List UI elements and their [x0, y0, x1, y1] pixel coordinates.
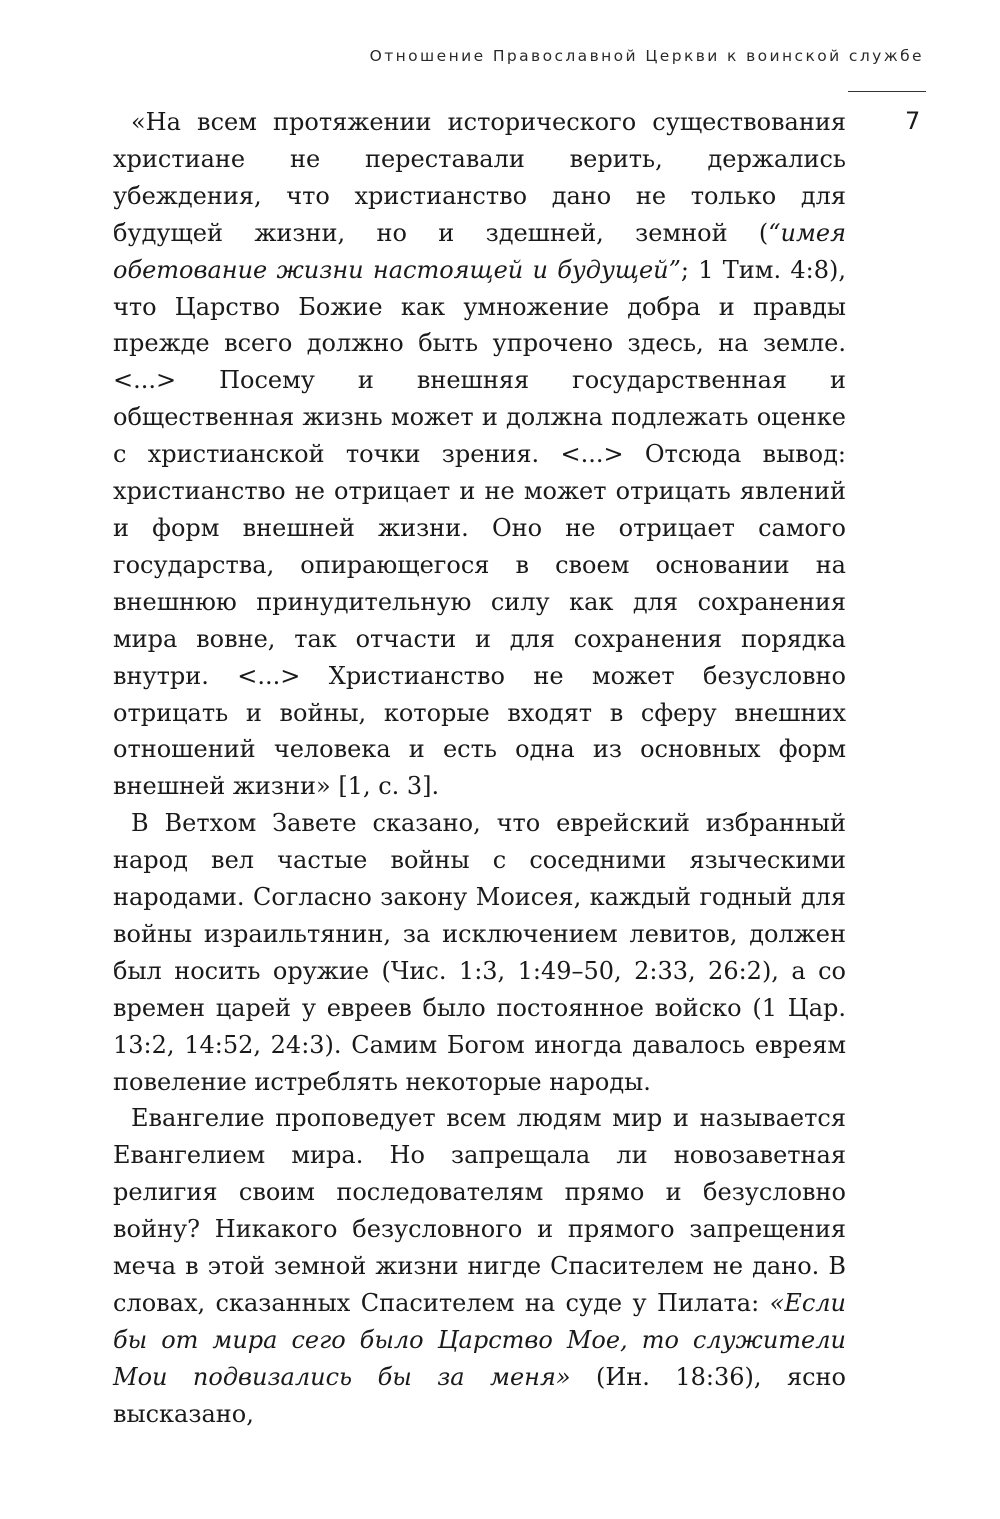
quote-text-start: «На всем протяжении исторического существования христиане не переставали верить, держались убеждения, что христианство дано не только для будущей жизни, но и здешней, земной (	[113, 108, 846, 247]
running-head: Отношение Православной Церкви к воинской службе	[369, 47, 924, 65]
scripture-citation-italic: “имея обетование жизни настоящей и будущей”	[113, 218, 846, 284]
paragraph-old-testament: В Ветхом Завете сказано, что еврейский избранный народ вел частые войны с соседними языческими народами. Согласно закону Моисея, каждый годный для войны израильтянин, за исключением левитов, должен был носить оружие (Чис. 1:3, 1:49–50, 2:33, 26:2), а со времен царей у евреев было постоянное войско (1 Цар. 13:2, 14:52, 24:3). Самим Богом иногда давалось евреям повеление истреблять некоторые народы.	[113, 809, 846, 1096]
gospel-text-start: Евангелие проповедует всем людям мир и называется Евангелием мира. Но запрещала ли новозаветная религия своим последователям прямо и безусловно войну? Никакого безусловного и прямого запрещения меча в этой земной жизни нигде Спасителем не дано. В словах, сказанных Спасителем на суде у Пилата:	[113, 1104, 846, 1317]
gospel-text-end: (Ин. 18:36), ясно высказано,	[113, 1362, 846, 1428]
gospel-quote-italic: «Если бы от мира сего было Царство Мое, то служители Мои подвизались бы за меня»	[113, 1289, 846, 1391]
paragraph-quote	[113, 104, 846, 805]
body-text	[113, 104, 846, 1433]
page-number: 7	[905, 107, 921, 135]
header-rule	[848, 91, 926, 92]
paragraph-gospel	[113, 1100, 846, 1432]
quote-text-end: ; 1 Тим. 4:8), что Царство Божие как умножение добра и правды прежде всего должно быть упрочено здесь, на земле. <...> Посему и внешняя государственная и общественная жизнь может и должна подлежать оценке с христианской точки зрения. <...> Отсюда вывод: христианство не отрицает и не может отрицать явлений и форм внешней жизни. Оно не отрицает самого государства, опирающегося в своем основании на внешнюю принудительную силу как для сохранения мира вовне, так отчасти и для сохранения порядка внутри. <...> Христианство не может безусловно отрицать и войны, которые входят в сферу внешних отношений человека и есть одна из основных форм внешней жизни» [1, с. 3].	[113, 255, 846, 801]
